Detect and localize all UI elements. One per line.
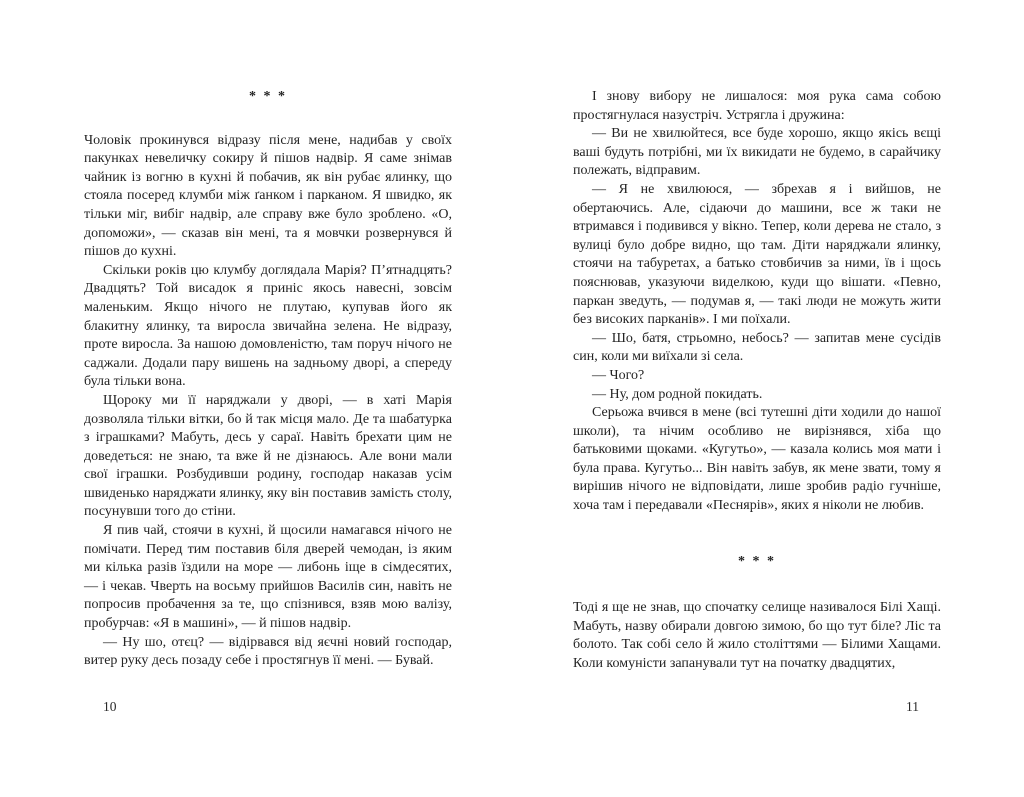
paragraph: — Ну, дом родной покидать.	[592, 386, 763, 402]
page-left	[84, 88, 452, 671]
paragraph: — Ви не хвилюйтеся, все буде хорошо, якщо якісь вєщі ваші будуть потрібні, ми їх викидати не будемо, в сарайчику полежать, відправим.	[573, 126, 941, 179]
paragraph: І знову вибору не лишалося: моя рука сама собою простягнулася назустріч. Устрягла і дружина:	[573, 89, 941, 123]
section-separator: * * *	[249, 89, 287, 104]
paragraph: — Я не хвилююся, — збрехав я і вийшов, не обертаючись. Але, сідаючи до машини, все ж таки не втримався і подивився у вікно. Тепер, коли дерева не стало, з вулиці було добре видно, що там. Діти наряджали ялинку, стоячи на табуретах, а батько стовбичив за ними, їв і щось пояснював, указуючи виделкою, куди що вішати. «Певно, паркан зведуть, — подумав я, — такі люди не можуть жити без високих парканів». І ми поїхали.	[573, 181, 941, 328]
paragraph: Я пив чай, стоячи в кухні, й щосили намагався нічого не помічати. Перед тим поставив біля дверей чемодан, із яким ми кілька разів їздили на море — либонь іще в сімдесятих, — і чекав. Чверть на восьму прийшов Василів син, навіть не попросив пробачення за те, що спізнився, взяв мою валізу, пробурчав: «Я в машині», — й пішов надвір.	[84, 523, 452, 632]
page-number-right: 11	[906, 699, 919, 714]
page-right	[573, 88, 941, 674]
paragraph: Скільки років цю клумбу доглядала Марія? П’ятнадцять? Двадцять? Той висадок я приніс якось навесні, зовсім маленьким. Якщо нічого не плутаю, купував його як блакитну ялинку, та виросла звичайна зелена. Не відразу, проте виросла. За нашою домовленістю, там поруч нічого не саджали. Додали пару вишень на задньому дворі, а спереду була тільки вона.	[84, 262, 452, 390]
paragraph: — Шо, батя, стрьомно, небось? — запитав мене сусідів син, коли ми виїхали зі села.	[573, 330, 941, 365]
section-separator: * * *	[738, 553, 776, 569]
paragraph: Серьожа вчився в мене (всі тутешні діти ходили до нашої школи), та нічим особливо не вирізнявся, хіба що батьковими щоками. «Кугутьо», — казала колись моя мати і була права. Кугутьо... Він навіть забув, як мене звати, тому я вирішив нічого не відповідати, лише зробив радіо гучніше, хоча там і передавали «Песнярів», яких я ніколи не любив.	[573, 405, 941, 514]
paragraph: Чоловік прокинувся відразу після мене, надибав у своїх пакунках невеличку сокиру й пішов надвір. Я саме знімав чайник із вогню в кухні й побачив, як він рубає ялинку, що стояла посеред клумби між ґанком і парканом. Я швидко, як тільки міг, вибіг надвір, але справу вже було зроблено. «О, допоможи», — сказав він мені, та я мовчки розвернувся й пішов до кухні.	[84, 132, 452, 260]
paragraph: Тоді я ще не знав, що спочатку селище називалося Білі Хащі. Мабуть, назву обирали довгою зимою, бо що тут біле? Ліс та болото. Так собі село й жило століттями — Білими Хащами. Коли комуністи запанували тут на початку двадцятих,	[573, 600, 941, 672]
paragraph: Щороку ми її наряджали у дворі, — в хаті Марія дозволяла тільки вітки, бо й так місця мало. Де та шабатурка з іграшками? Мабуть, десь у сараї. Навіть брехати цим не доведеться: не знаю, та вже й не дізнаюсь. Але вони мали свої іграшки. Розбудивши родину, господар наказав усім швиденько наряджати ялинку, яку він поставив замість столу, посунувши того до стіни.	[84, 392, 452, 520]
paragraph: — Ну шо, отєц? — відірвався від яєчні новий господар, витер руку десь позаду себе і простягнув її мені. — Бувай.	[84, 634, 452, 669]
paragraph: — Чого?	[592, 367, 645, 383]
page-number-left: 10	[103, 699, 117, 714]
